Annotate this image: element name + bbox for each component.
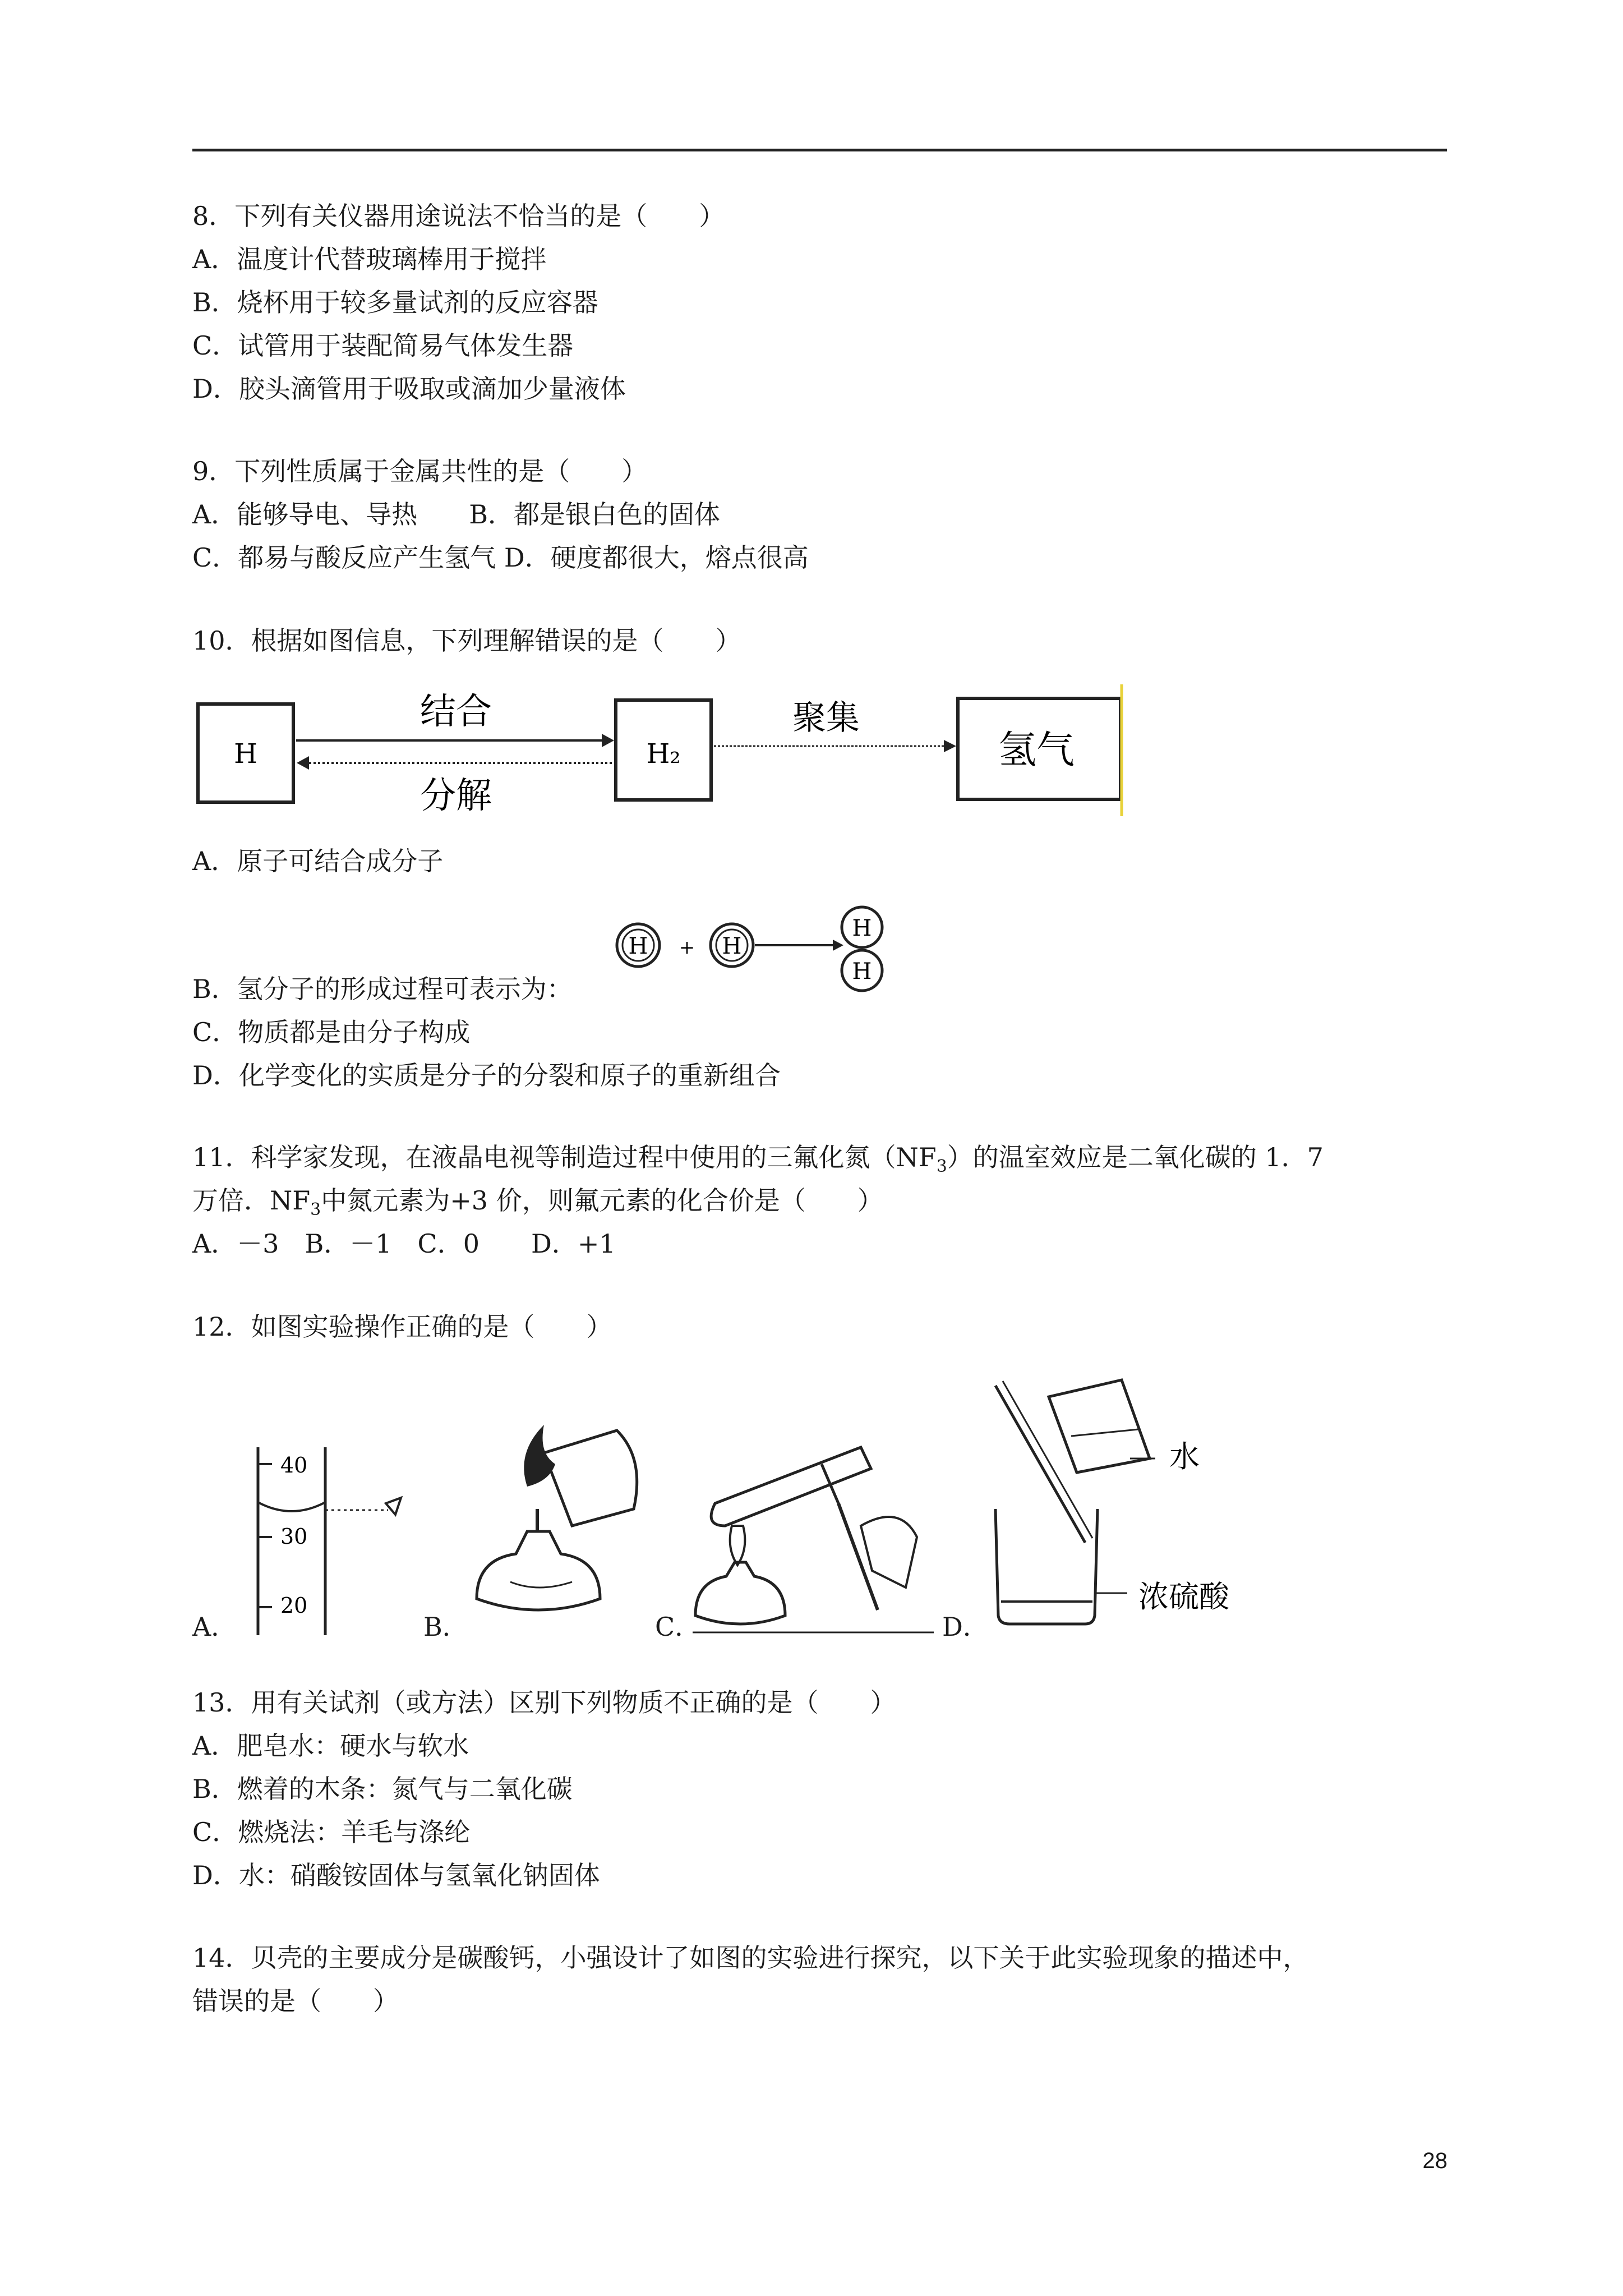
q9-stem: 9．下列性质属于金属共性的是（ ） bbox=[192, 456, 648, 486]
svg-text:H: H bbox=[852, 915, 872, 941]
header-rule bbox=[192, 149, 1447, 151]
molecule-h2-label: H₂ bbox=[646, 738, 681, 770]
flame-icon bbox=[730, 1526, 745, 1565]
q12-label-b: B． bbox=[423, 1612, 468, 1642]
combine-label: 结合 bbox=[420, 691, 492, 733]
q9-options-ab: A．能够导电、导热 B．都是银白色的固体 bbox=[192, 499, 721, 530]
gather-label: 聚集 bbox=[792, 698, 860, 738]
cylinder-mark-20: 20 bbox=[280, 1593, 308, 1618]
svg-text:H: H bbox=[852, 959, 872, 984]
hydrogen-gas-label: 氢气 bbox=[998, 728, 1075, 772]
q8-stem: 8．下列有关仪器用途说法不恰当的是（ ） bbox=[192, 201, 725, 231]
q13-option-a: A．肥皂水：硬水与软水 bbox=[192, 1731, 469, 1761]
acid-dilution-figure bbox=[987, 1374, 1267, 1638]
q13-option-d: D．水：硝酸铵固体与氢氧化钠固体 bbox=[192, 1860, 600, 1890]
tilted-lamp bbox=[544, 1430, 637, 1526]
plus-sign: + bbox=[679, 936, 695, 959]
q13-option-c: C．燃烧法：羊毛与涤纶 bbox=[192, 1817, 471, 1847]
test-tube-heating-figure bbox=[693, 1442, 939, 1638]
svg-text:H: H bbox=[628, 933, 648, 959]
concentrated-acid-label: 浓硫酸 bbox=[1138, 1579, 1229, 1614]
eye-icon bbox=[386, 1498, 401, 1515]
q10-stem: 10．根据如图信息，下列理解错误的是（ ） bbox=[192, 625, 741, 656]
h2-formation-figure bbox=[611, 900, 892, 1007]
q14-line2: 错误的是（ ） bbox=[192, 1986, 399, 2016]
q10-option-b: B．氢分子的形成过程可表示为： bbox=[192, 974, 573, 1004]
q12-stem: 12．如图实验操作正确的是（ ） bbox=[192, 1312, 612, 1342]
cylinder-mark-40: 40 bbox=[280, 1453, 308, 1478]
q13-stem: 13．用有关试剂（或方法）区别下列物质不正确的是（ ） bbox=[192, 1687, 896, 1718]
q12-label-a: A． bbox=[192, 1612, 237, 1642]
q11-line1: 11．科学家发现，在液晶电视等制造过程中使用的三氟化氮$(NF_3)$的温室效应是二氧化碳的 1．7 bbox=[192, 1142, 1324, 1177]
receiving-beaker bbox=[995, 1509, 1098, 1624]
q12-label-c: C． bbox=[655, 1612, 701, 1642]
atom-h-label: H bbox=[234, 738, 257, 770]
cylinder-mark-30: 30 bbox=[280, 1524, 308, 1549]
q8-option-a: A．温度计代替玻璃棒用于搅拌 bbox=[192, 244, 547, 274]
q8-option-b: B．烧杯用于较多量试剂的反应容器 bbox=[192, 287, 598, 318]
q10-option-c: C．物质都是由分子构成 bbox=[192, 1017, 471, 1047]
q11-options: A．－3 B．－1 C．0 D．+1 bbox=[192, 1228, 616, 1259]
q8-option-d: D．胶头滴管用于吸取或滴加少量液体 bbox=[192, 374, 626, 404]
page-number: 28 bbox=[1422, 2148, 1447, 2173]
glass-rod bbox=[995, 1386, 1085, 1543]
q10-option-d: D．化学变化的实质是分子的分裂和原子的重新组合 bbox=[192, 1060, 781, 1091]
q9-options-cd: C．都易与酸反应产生氢气 D．硬度都很大，熔点很高 bbox=[192, 542, 809, 573]
svg-text:H: H bbox=[722, 933, 742, 959]
q10-diagram bbox=[192, 673, 1135, 825]
q10-option-a: A．原子可结合成分子 bbox=[192, 846, 444, 876]
decompose-label: 分解 bbox=[420, 775, 492, 817]
lamp-to-lamp-figure bbox=[465, 1419, 656, 1638]
q14-line1: 14．贝壳的主要成分是碳酸钙，小强设计了如图的实验进行探究，以下关于此实验现象的描述中， bbox=[192, 1943, 1309, 1973]
water-label: 水 bbox=[1169, 1439, 1200, 1474]
q11-line2: 万倍．$NF_3$中氮元素为+3 价，则氟元素的化合价是（ ） bbox=[192, 1185, 883, 1220]
cylinder-reading-figure bbox=[241, 1442, 426, 1638]
meniscus bbox=[258, 1502, 325, 1511]
hand-icon bbox=[861, 1517, 917, 1588]
q13-option-b: B．燃着的木条：氮气与二氧化碳 bbox=[192, 1774, 573, 1804]
flame-icon bbox=[524, 1425, 555, 1487]
q8-option-c: C．试管用于装配简易气体发生器 bbox=[192, 330, 574, 361]
q12-label-d: D． bbox=[942, 1612, 989, 1642]
